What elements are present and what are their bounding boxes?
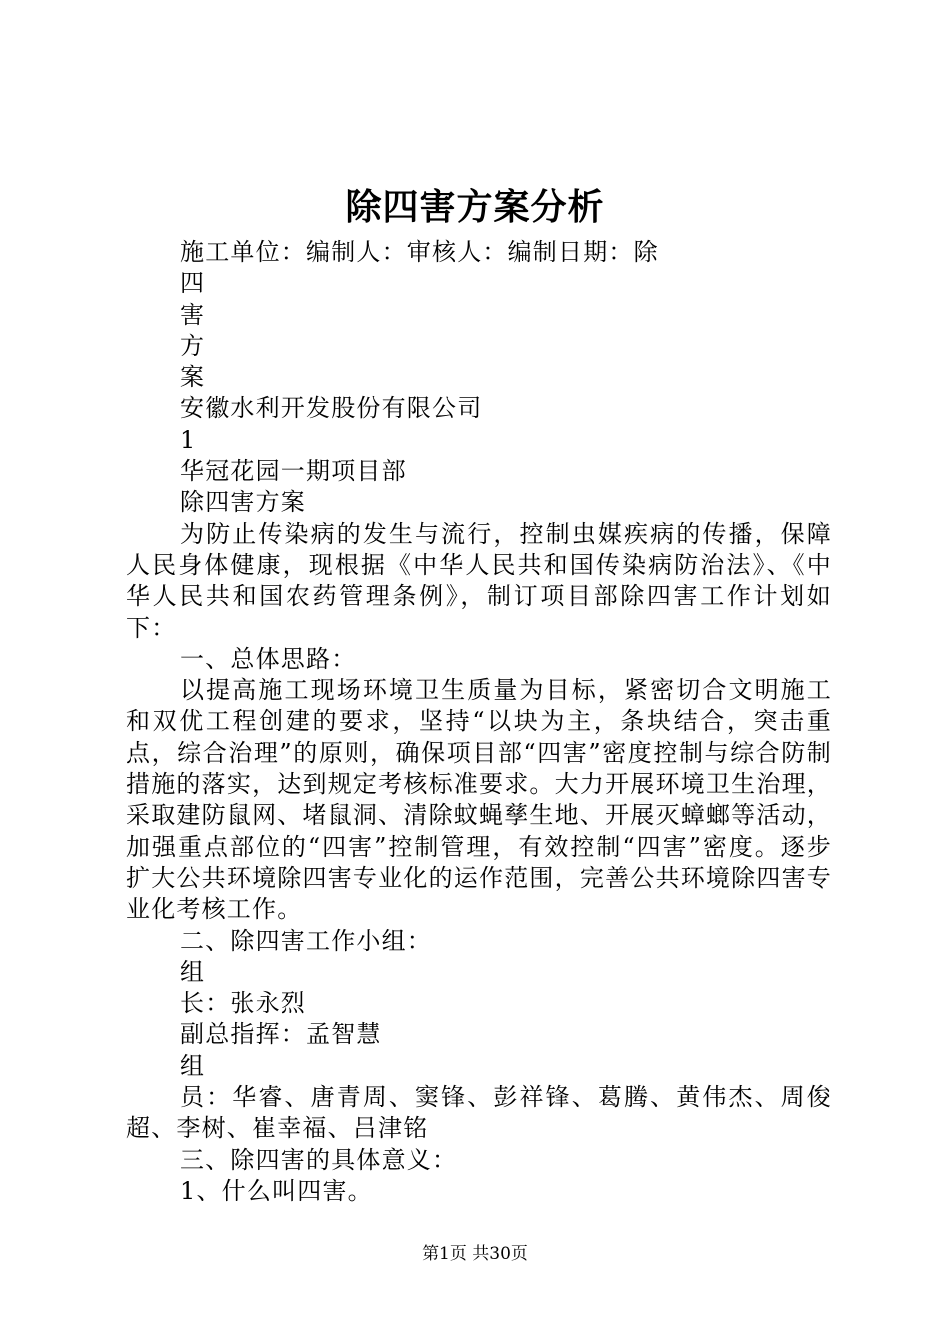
section2-heading: 二、除四害工作小组：: [180, 926, 432, 955]
document-title: 除四害方案分析: [345, 186, 605, 228]
page-marker: 1: [180, 425, 197, 454]
intro-paragraph: 为防止传染病的发生与流行，控制虫媒疾病的传播，保障人民身体健康，现根据《中华人民共和国传染病防治法》、《中华人民共和国农药管理条例》，制订项目部除四害工作计划如下：: [126, 519, 832, 642]
section3-item1: 1、什么叫四害。: [180, 1176, 373, 1205]
vertical-char-si: 四: [180, 269, 206, 298]
group-members-label: 组: [180, 1051, 206, 1080]
company-name: 安徽水利开发股份有限公司: [180, 394, 483, 423]
section1-heading: 一、总体思路：: [180, 644, 357, 673]
group-members-paragraph: 员：华睿、唐青周、窦锋、彭祥锋、葛腾、黄伟杰、周俊超、李树、崔幸福、吕津铭: [126, 1083, 832, 1143]
group-leader-line: 长：张永烈: [180, 989, 306, 1018]
vertical-char-fang: 方: [180, 331, 206, 360]
vertical-char-hai: 害: [180, 300, 206, 329]
deputy-commander-line: 副总指挥：孟智慧: [180, 1020, 382, 1049]
plan-subtitle: 除四害方案: [180, 488, 306, 517]
section1-paragraph: 以提高施工现场环境卫生质量为目标，紧密切合文明施工和双优工程创建的要求，坚持“以块为主，条块结合，突击重点，综合治理”的原则，确保项目部“四害”密度控制与综合防制措施的落实，达到规定考核标准要求。大力开展环境卫生治理，采取建防鼠网、堵鼠洞、清除蚊蝇孳生地、开展灭蟑螂等活动，加强重点部位的“四害”控制管理，有效控制“四害”密度。逐步扩大公共环境除四害专业化的运作范围，完善公共环境除四害专业化考核工作。: [126, 676, 832, 924]
document-body: [126, 237, 832, 1207]
vertical-char-an: 案: [180, 363, 206, 392]
group-leader-label: 组: [180, 957, 206, 986]
page-footer: 第1页 共30页: [422, 1244, 528, 1264]
section3-heading: 三、除四害的具体意义：: [180, 1145, 458, 1174]
project-department: 华冠花园一期项目部: [180, 457, 407, 486]
meta-line: 施工单位：编制人：审核人：编制日期：除: [180, 238, 659, 266]
